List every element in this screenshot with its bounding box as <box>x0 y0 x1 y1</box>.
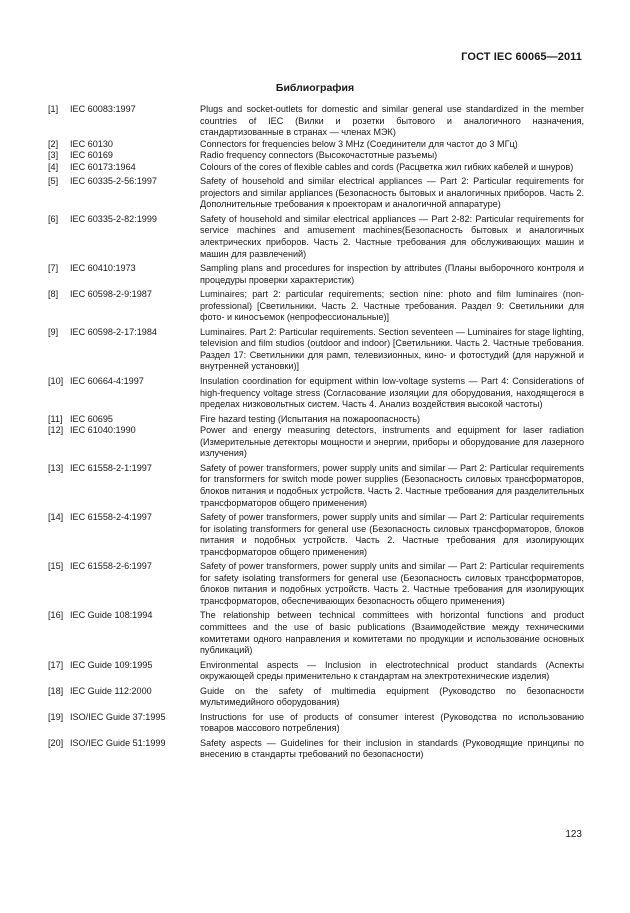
bib-entry <box>48 263 584 286</box>
bib-entry <box>48 712 584 735</box>
bib-entry <box>48 176 584 211</box>
entry-code: IEC Guide 112:2000 <box>70 685 152 696</box>
entry-text: Environmental aspects — Inclusion in electrotechnical product standards (Аспекты окружающей среды применительно к стандартам на электротехнические изделия) <box>200 659 584 682</box>
entry-text: Insulation coordination for equipment within low-voltage systems — Part 4: Considerations of high-frequency voltage stress (Согласование изоляции для оборудования, находящегося в пределах низковольтных систем. Часть 4. Анализ воздействия высокой частоты) <box>200 376 584 410</box>
entry-number: [13] <box>48 462 64 473</box>
entry-number: [4] <box>48 161 59 172</box>
bib-entry <box>48 414 584 426</box>
entry-text: Safety of household and similar electrical appliances — Part 2-82: Particular requirements for service machines and amusement machines(Безопасность бытовых и аналогичных электрических приборов. Часть 2. Частные требования для обслуживающих машин и машин для развлечений) <box>200 213 584 259</box>
entry-code: IEC 60335-2-56:1997 <box>70 176 157 187</box>
bib-entry <box>48 289 584 324</box>
bib-entry <box>48 139 584 151</box>
bib-entry <box>48 738 584 761</box>
entry-code: IEC 61558-2-1:1997 <box>70 462 152 473</box>
entry-code: IEC 60169 <box>70 150 113 161</box>
entry-text: Power and energy measuring detectors, instruments and equipment for laser radiation (Измерительные детекторы мощности и энергии, приборы и оборудование для лазерного излучения) <box>200 425 584 459</box>
entry-text: Safety aspects — Guidelines for their inclusion in standards (Руководящие принципы по внесению в стандарты требований по безопасности) <box>200 737 584 760</box>
bib-entry <box>48 376 584 411</box>
entry-code: IEC Guide 108:1994 <box>70 610 153 621</box>
entry-code: ISO/IEC Guide 51:1999 <box>70 737 166 748</box>
standard-header: ГОСТ IEC 60065—2011 <box>461 51 582 63</box>
entry-number: [18] <box>48 685 64 696</box>
entry-code: IEC 60410:1973 <box>70 263 136 274</box>
entry-text: Safety of power transformers, power supply units and similar — Part 2: Particular requirements for safety isolating transformers for general use (Безопасность силовых трансформаторов, блоков питания и подобных устройств. Часть 2. Частные требования для изолирующих трансформаторов, обеспечивающих безопасность общего применения) <box>200 561 584 606</box>
bib-entry <box>48 425 584 460</box>
entry-code: IEC 61558-2-6:1997 <box>70 561 152 572</box>
entry-number: [5] <box>48 176 59 187</box>
entry-text: Colours of the cores of flexible cables and cords (Расцветка жил гибких кабелей и шнуров) <box>200 161 574 172</box>
entry-text: Plugs and socket-outlets for domestic and similar general use standardized in the member countries of IEC (Вилки и розетки бытового и аналогичного назначения, стандартизованные в странах — членах МЭК) <box>200 104 584 138</box>
entry-text: Luminaires; part 2: particular requirements; section nine: photo and film luminaires (non-professional) [Светильники. Часть 2. Частные требования. Раздел 9: Светильники для фото- и киносъемок (непрофессиональные)] <box>200 289 584 323</box>
entry-number: [11] <box>48 413 63 424</box>
entry-code: IEC 60598-2-9:1987 <box>70 289 152 300</box>
entry-text: Connectors for frequencies below 3 MHz (Соединители для частот до 3 МГц) <box>200 138 518 149</box>
entry-number: [15] <box>48 561 64 572</box>
bib-entry <box>48 660 584 683</box>
entry-code: IEC Guide 109:1995 <box>70 659 153 670</box>
page-number: 123 <box>565 829 582 840</box>
entry-number: [14] <box>48 512 64 523</box>
bibliography-list <box>48 104 584 761</box>
entry-code: IEC 60130 <box>70 138 113 149</box>
entry-number: [19] <box>48 711 64 722</box>
entry-code: ISO/IEC Guide 37:1995 <box>70 711 166 722</box>
entry-code: IEC 60598-2-17:1984 <box>70 326 157 337</box>
entry-number: [9] <box>48 326 59 337</box>
entry-text: Radio frequency connectors (Высокочастотные разъемы) <box>200 150 438 161</box>
entry-code: IEC 60173:1964 <box>70 161 136 172</box>
entry-text: The relationship between technical committees with horizontal functions and product committees and the use of basic publications (Взаимодействие между техническими комитетами одного направления и комитетами по продукции и использование основных публикаций) <box>200 610 584 656</box>
entry-text: Sampling plans and procedures for inspection by attributes (Планы выборочного контроля и процедуры проверки характеристик) <box>200 263 584 285</box>
bib-entry <box>48 561 584 607</box>
entry-text: Safety of power transformers, power supply units and similar — Part 2: Particular requirements for isolating transformers for general use (Безопасность силовых трансформаторов, блоков питания и подобных устройств. Часть 2. Частные требования для изолирующих трансформаторов общего применения) <box>200 512 584 557</box>
entry-number: [2] <box>48 138 59 149</box>
bib-entry <box>48 463 584 509</box>
entry-number: [7] <box>48 263 59 274</box>
entry-code: IEC 60335-2-82:1999 <box>70 213 157 224</box>
entry-text: Luminaires. Part 2: Particular requirements. Section seventeen — Luminaires for stage lighting, television and film studios (outdoor and indoor) [Светильники. Часть 2. Частные требования. Раздел 17: Светильники для рамп, телевизионных, кино- и фотостудий (для наружной и внутренней установки)] <box>200 326 584 372</box>
entry-number: [8] <box>48 289 59 300</box>
entry-number: [20] <box>48 737 64 748</box>
bib-entry <box>48 686 584 709</box>
entry-code: IEC 60083:1997 <box>70 104 136 114</box>
entry-text: Instructions for use of products of consumer interest (Руководства по использованию товаров массового потребления) <box>200 711 584 734</box>
entry-number: [16] <box>48 610 64 621</box>
bib-entry <box>48 512 584 558</box>
bib-entry <box>48 214 584 260</box>
entry-text: Safety of power transformers, power supply units and similar — Part 2: Particular requirements for transformers for switch mode power supplies (Безопасность силовых трансформаторов, блоков питания и подобных устройств. Часть 2. Частные требования для разделительных трансформаторов общего применения) <box>200 462 584 508</box>
bib-entry <box>48 150 584 162</box>
entry-code: IEC 61558-2-4:1997 <box>70 512 152 523</box>
entry-code: IEC 60695 <box>70 413 113 424</box>
bib-entry <box>48 162 584 174</box>
entry-text: Safety of household and similar electrical appliances — Part 2: Particular requirements for projectors and similar appliances (Безопасность бытовых и аналогичных приборов. Часть 2. Дополнительные требования к проекторам и аналогичной аппаратуре) <box>200 176 584 210</box>
entry-code: IEC 61040:1990 <box>70 425 136 436</box>
page-title: Библиография <box>275 82 355 94</box>
bib-entry <box>48 327 584 373</box>
entry-number: [6] <box>48 213 59 224</box>
entry-number: [17] <box>48 659 64 670</box>
entry-number: [10] <box>48 376 64 387</box>
bib-entry <box>48 610 584 656</box>
entry-text: Guide on the safety of multimedia equipment (Руководство по безопасности мультимедийного оборудования) <box>200 685 584 708</box>
entry-number: [3] <box>48 150 59 161</box>
entry-number: [1] <box>48 104 59 114</box>
entry-number: [12] <box>48 425 64 436</box>
bib-entry <box>48 104 584 139</box>
entry-text: Fire hazard testing (Испытания на пожароопасность) <box>200 413 420 424</box>
entry-code: IEC 60664-4:1997 <box>70 376 144 387</box>
